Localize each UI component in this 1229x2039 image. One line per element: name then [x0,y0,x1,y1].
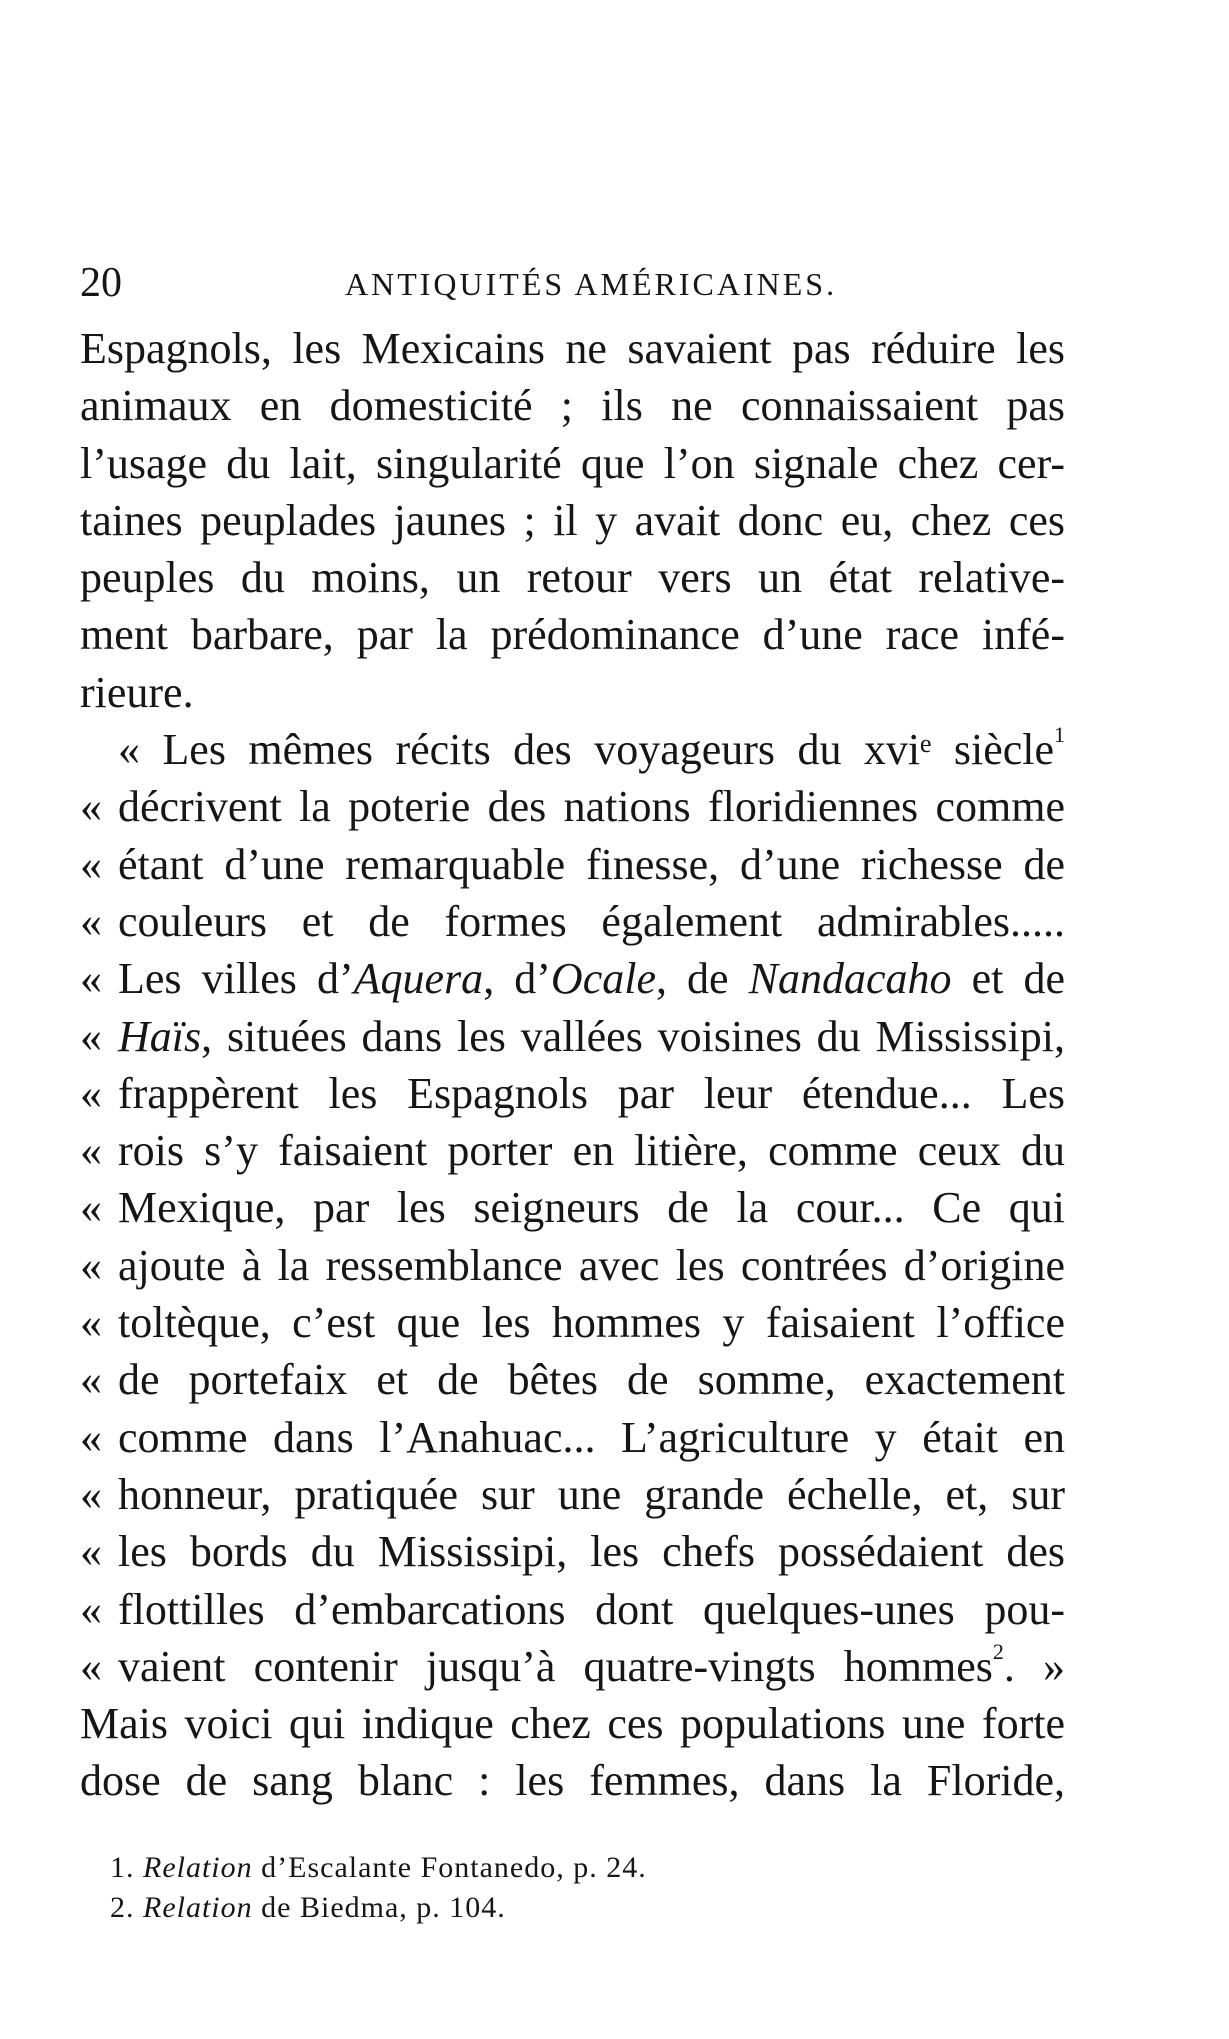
footnote-title: Relation [143,1851,253,1884]
text-run: , situées dans les vallées voisines du Mississipi, [201,1011,1065,1061]
footnotes [110,1848,1010,1928]
footnote-ref-1: 1 [1054,722,1065,748]
footnote-text: de Biedma, p. 104. [252,1891,506,1924]
text-line: taines peuplades jaunes ; il y avait donc eu, chez ces [80,495,1065,545]
text-line: rieure. [80,667,194,717]
guillemet: « [80,1298,102,1348]
quote-line-text [118,1012,1065,1061]
quote-line [80,1179,1065,1236]
guillemet: « [80,782,102,832]
guillemet: « [80,896,102,946]
quote-line [80,1065,1065,1122]
quote-line-text: toltèque, c’est que les hommes y faisaient l’office [118,1298,1065,1348]
quote-line-text [118,1638,1065,1691]
guillemet: « [80,1126,102,1176]
quote-line [80,1638,1065,1695]
footnote-2 [110,1888,1010,1928]
text-run: vaient contenir jusqu’à quatre-vingts hommes [118,1641,993,1691]
guillemet: « [80,1355,102,1405]
text-line: Mais voici qui indique chez ces populations une forte [80,1699,1065,1749]
footnote-ref-2: 2 [992,1638,1004,1664]
text-run: , d’ [483,954,551,1004]
quote-line-text: Mexique, par les seigneurs de la cour... Ce qui [118,1183,1065,1233]
text-run: , de [655,954,749,1004]
quote-line-text: rois s’y faisaient porter en litière, comme ceux du [118,1126,1065,1176]
text-line: ment barbare, par la prédominance d’une race infé- [80,610,1065,660]
quote-line-text [118,954,1065,1003]
quote-line [80,1581,1065,1638]
quote-line [80,1237,1065,1294]
guillemet: « [80,1068,102,1118]
footnote-number: 1. [110,1851,135,1884]
guillemet: « [80,1011,102,1061]
page-header [80,258,1065,308]
quote-line [80,1294,1065,1351]
place-name: Nandacaho [748,954,952,1004]
quote-line-text: honneur, pratiquée sur une grande échelle, et, sur [118,1469,1065,1519]
text-run: . » [1003,1641,1065,1691]
footnote-1 [110,1848,1010,1888]
quote-line [80,1008,1065,1065]
place-name: Ocale [550,954,656,1004]
quote-line-text: couleurs et de formes également admirables..... [118,896,1065,946]
quote-line [80,1351,1065,1408]
guillemet: « [80,1240,102,1290]
guillemet: « [80,839,102,889]
quote-line-text: « Les mêmes récits des voyageurs du xviᵉ siècle [118,725,1054,775]
footnote-number: 2. [110,1891,135,1924]
quote-line-text: les bords du Mississipi, les chefs possédaient des [118,1527,1065,1577]
guillemet: « [80,1584,102,1634]
quote-line [80,1523,1065,1580]
page-number: 20 [80,260,122,306]
footnote-text: d’Escalante Fontanedo, p. 24. [252,1851,647,1884]
quote-line [80,1466,1065,1523]
body-text [80,320,1065,1810]
quote-line-text: étant d’une remarquable finesse, d’une richesse de [118,839,1065,889]
guillemet: « [80,954,102,1004]
guillemet: « [80,1641,102,1691]
footnote-title: Relation [143,1891,253,1924]
quote-line [80,893,1065,950]
text-line: animaux en domesticité ; ils ne connaissaient pas [80,381,1065,431]
quote-line [80,778,1065,835]
text-line: l’usage du lait, singularité que l’on signale chez cer- [80,438,1065,488]
guillemet: « [80,1469,102,1519]
text-run: et de [951,954,1065,1004]
quote-line-text: comme dans l’Anahuac... L’agriculture y était en [118,1412,1065,1462]
quote-line-text: ajoute à la ressemblance avec les contrées d’origine [118,1240,1065,1290]
text-line: dose de sang blanc : les femmes, dans la Floride, [80,1756,1065,1806]
quote-line-text: frappèrent les Espagnols par leur étendue... Les [118,1068,1065,1118]
text-line: Espagnols, les Mexicains ne savaient pas réduire les [80,324,1065,373]
quote-line-text: flottilles d’embarcations dont quelques-unes pou- [118,1584,1065,1634]
running-title: ANTIQUITÉS AMÉRICAINES. [345,266,838,302]
place-name: Aquera [353,954,484,1004]
text-run: Les villes d’ [118,954,354,1004]
quote-line [80,836,1065,893]
quote-line [80,1409,1065,1466]
quote-line [80,950,1065,1007]
quote-line [80,721,1065,778]
quote-line-text: décrivent la poterie des nations floridiennes comme [118,782,1065,832]
guillemet: « [80,1183,102,1233]
guillemet: « [80,1527,102,1577]
text-line: peuples du moins, un retour vers un état relative- [80,553,1065,603]
place-name: Haïs [118,1011,202,1061]
guillemet: « [80,1412,102,1462]
quote-line-text: de portefaix et de bêtes de somme, exactement [118,1355,1065,1405]
quote-line [80,1122,1065,1179]
